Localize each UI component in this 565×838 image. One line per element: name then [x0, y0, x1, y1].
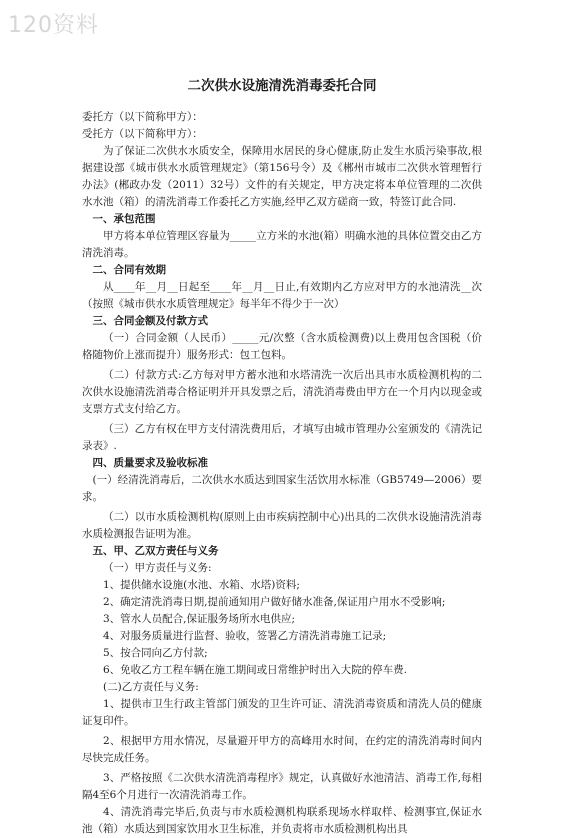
party-b-line: 受托方（以下简称甲方）：	[82, 128, 203, 140]
party-a-duty-item: 5、按合同向乙方付款;	[103, 647, 208, 659]
party-a-duty-item: 6、免收乙方工程车辆在施工期间或日常维护时出入大院的停车费.	[103, 664, 408, 676]
contract-document	[82, 78, 482, 838]
party-a-duties-heading: （一）甲方责任与义务:	[103, 562, 212, 574]
page-title: 二次供水设施清洗消毒委托合同	[187, 78, 377, 94]
payment-amount-paragraph: （一）合同金额（人民币）_____元/次整（含水质检测费)以上费用包含国税（价格随物价上涨而提升）服务形式：包工包料。	[82, 332, 482, 361]
section-heading-quality: 四、质量要求及验收标准	[92, 457, 208, 469]
party-a-line: 委托方（以下简称甲方）：	[82, 111, 203, 123]
party-a-duty-item: 2、确定清洗消毒日期,提前通知用户做好储水准备,保证用户用水不受影响;	[103, 596, 446, 608]
watermark: 120资料	[8, 13, 99, 38]
quality-report-paragraph: （二）以市水质检测机构(原则上由市疾病控制中心)出具的二次供水设施清洗消毒水质检测报告证明为准。	[82, 511, 482, 540]
quality-standard-paragraph: (一）经清洗消毒后，二次供水水质达到国家生活饮用水标准（GB5749—2006）要求。	[82, 474, 482, 503]
party-b-duties-heading: (二)乙方责任与义务:	[103, 681, 199, 693]
party-a-duty-item: 3、管水人员配合,保证服务场所水电供应;	[103, 613, 296, 625]
intro-paragraph: 为了保证二次供水水质安全，保障用水居民的身心健康,防止发生水质污染事故,根据建设部《城市供水水质管理规定》（第156号令）及《郴州市城市二次供水管理暂行办法》(郴政办发（2011）32号）文件的有关规定，甲方决定将本单位管理的二次供水水池（箱）的清洗消毒工作委托乙方实施,经甲乙双方磋商一致，特签订此合同.	[82, 145, 482, 208]
party-b-duty-item: 3、严格按照《二次供水清洗消毒程序》规定，认真做好水池清洁、消毒工作,每相隔4至6个月进行一次清洗消毒工作。	[82, 772, 482, 801]
party-a-duty-item: 4、对服务质量进行监督、验收，签署乙方清洗消毒施工记录;	[103, 630, 387, 642]
party-b-duty-item: 2、根据甲方用水情况，尽量避开甲方的高峰用水时间，在约定的清洗消毒时间内尽快完成任务。	[82, 735, 482, 764]
section-heading-term: 二、合同有效期	[92, 264, 166, 276]
payment-record-paragraph: （三）乙方有权在甲方支付清洗费用后，才填写由城市管理办公室颁发的《清洗记录表》.	[82, 423, 482, 452]
payment-method-paragraph: （二）付款方式:乙方每对甲方蓄水池和水塔清洗一次后出具市水质检测机构的二次供水设施清洗消毒合格证明并开具发票之后，清洗消毒费由甲方在一个月内以现金或支票方式支付给乙方。	[82, 369, 482, 415]
party-a-duty-item: 1、提供储水设施(水池、水箱、水塔)资料;	[103, 579, 300, 591]
term-paragraph: 从____年__月__日起至____年__月__日止,有效期内乙方应对甲方的水池清洗__次（按照《城市供水水质管理规定》每半年不得少于一次）	[82, 281, 482, 310]
scope-paragraph: 甲方将本单位管理区容量为_____立方米的水池(箱）明确水池的具体位置交由乙方清洗消毒。	[82, 230, 482, 259]
section-heading-scope: 一、承包范围	[92, 213, 156, 225]
party-b-duty-item: 4、清洗消毒完毕后,负责与市水质检测机构联系现场水样取样、检测事宜,保证水池（箱）水质达到国家饮用水卫生标准，并负责将市水质检测机构出具	[82, 806, 482, 835]
party-b-duty-item: 1、提供市卫生行政主管部门颁发的卫生许可证、清洗消毒资质和清洗人员的健康证复印件。	[82, 698, 482, 727]
section-heading-payment: 三、合同金额及付款方式	[92, 315, 208, 327]
section-heading-duties: 五、甲、乙双方责任与义务	[92, 545, 219, 557]
